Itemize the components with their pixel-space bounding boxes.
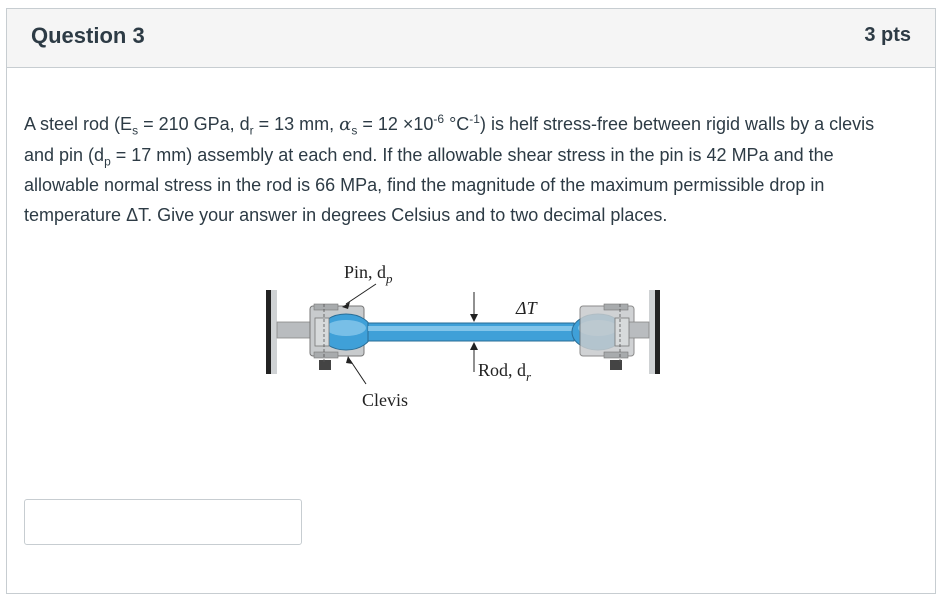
clevis-rod-figure — [258, 252, 688, 422]
question-points: 3 pts — [864, 24, 911, 46]
right-wall — [655, 290, 660, 374]
rod — [368, 323, 574, 341]
pin-label: Pin, $d_p$ — [344, 262, 393, 286]
left-wall — [266, 290, 271, 374]
question-header — [7, 9, 935, 68]
left-wall-face — [271, 290, 277, 374]
clevis-label: Clevis — [362, 390, 409, 410]
question-title: Question 3 — [31, 23, 145, 48]
right-clevis-plate — [628, 322, 649, 338]
delta-t-label: ΔT — [516, 298, 537, 318]
delta-symbol: Δ — [126, 205, 139, 225]
rod-label: Rod, $d_r$ — [478, 360, 532, 384]
right-wall-face — [649, 290, 655, 374]
left-bolt — [319, 360, 331, 370]
question-text: A steel rod ($E_s = 210$ GPa, $d_r = 13$ mm, $\alpha_s = 12 \times 10^{-6}$ $^\circ C^{-1}$) is helf stress-free between rigid walls by a clevis and pin ($d_p = 17$ mm) assembly at each end. If the allowable shear stress in the pin is 42 MPa and the allowable normal stress in the rod is 66 MPa, find the magnitude of the maximum permissible drop in temperature ΔT. Give your answer in degrees Celsius and to two decimal places. — [24, 112, 875, 225]
answer-input[interactable] — [24, 499, 302, 545]
pin-leader — [346, 284, 376, 304]
alpha-symbol: α — [339, 114, 352, 135]
